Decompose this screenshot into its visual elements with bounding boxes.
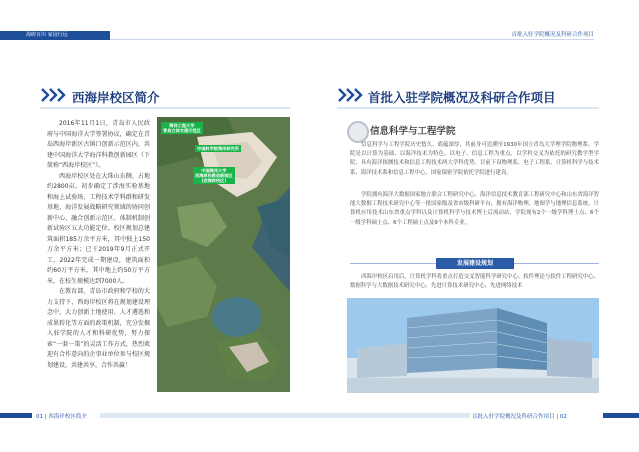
development-plan-text: 西海岸校区启用后，计算机学科将重点打造交叉智能科学研究中心、软件理论与软件工程研究中心、数据科学与大数据技术研究中心、先进计算技术研究中心、先进网络技术 [350,274,599,290]
footer-band-right [320,413,470,418]
left-title-rule [40,107,290,109]
campus-intro [47,119,150,371]
footer-accent-right [603,413,639,418]
right-section-title: 首批入驻学院概况及科研合作项目 [368,90,556,105]
school-platforms-text: 学院拥有海洋大数据国家地方联合工程研究中心、海洋信息技术教育部工程研究中心和山东省海洋智能大数据工程技术研究中心等一批国家级及省市级科研平台，拥有海洋物理、地图学与地理信息系统、计算机应用技术山东省重点学科以及计算机科学与技术博士后流动站。学院现有2个一级学科博士点、6个一级学科硕士点、6个工程硕士点及9个本科专业。 [350,192,599,226]
footer-right-page: 首批入驻学院概况及科研合作项目 | 02 [472,414,567,420]
footer-accent-left [0,413,32,418]
chevrons-icon [337,88,367,102]
badge-rule-right [514,263,599,264]
campus-aerial-map [157,117,290,392]
header-tag-bar [0,31,110,40]
intro-paragraph: 2016年11月1日，青岛市人民政府与中国海洋大学签署协议，确定在青岛西海岸新区古镇口创新示范区内，共建中国海洋大学海洋科教创新园区（下简称“西海岸校区”）。 [47,120,150,169]
development-plan-badge: 发展建设规划 [436,258,514,269]
left-section-title: 西海岸校区简介 [72,90,160,105]
map-label: 中国海洋大学 西海岸科教创新园区 (西海岸校区) [195,168,233,183]
footer-band-left [100,413,320,418]
badge-rule-left [350,263,436,264]
school-overview-text: 信息科学与工程学院历史悠久、底蕴深厚，其前身可追溯至1930年国立青岛大学理学院物理系。学院是以计算为基础、以海洋技术为特色，以电子、信息工程为重点，以学科交叉为依托的研究教学型学院，具有海洋探测技术和信息工程技术两大学科优势。目前下设物理系、电子工程系、计算机科学与技术系、海洋技术系和信息工程中心，国家保密学院依托学院进行建设。 [350,142,599,176]
development-plan [350,273,599,291]
header-left-tag: 海研百川 家园行远 [26,32,68,38]
map-label: 中国科学院海洋研究所 [197,146,239,151]
footer-left-page: 01 | 西海岸校区简介 [36,414,87,420]
intro-paragraph: 西海岸校区处在大珠山东侧，占地约2800亩，初步确定了涉海实验基地和海上试验场、工程技术学科群和研发基地、海洋发展战略研究领域的协同创新中心、融合创新示范区、体制机制创新试验区五大功能定位。校区规划总建筑面积185万余平方米，其中独上150万余平方米；已于2019年9月正式开工，2022年完成一期建设，建筑面积约60万平方米，其中地上约50万平方米，在校生规模达到7000人。 [47,172,150,285]
map-label: 海洋工程大学 青岛立体交通示范区 [163,123,201,133]
school-emblem-icon [347,121,369,143]
school-overview [350,141,599,178]
header-rule-left [110,39,320,40]
campus-building-photo [347,298,599,393]
right-title-rule [337,107,599,109]
school-platforms [350,191,599,228]
chevrons-icon [40,88,70,102]
school-title: 信息科学与工程学院 [370,126,456,137]
intro-paragraph: 在教育部、青岛市政府和学校的大力支持下，西海岸校区将在规划建设理念中，大力创新土地使用、人才遴选和成果转化等方面的政策机制，充分发掘入驻学院的人才和科研优势，努力探索“一套一策”的灵活工作方式，热烈欢迎有合作意向的企事业单位参与校区规划建设，共建共享，合作共赢！ [47,288,150,369]
header-right-title: 首批入驻学院概况及科研合作项目 [511,32,594,38]
